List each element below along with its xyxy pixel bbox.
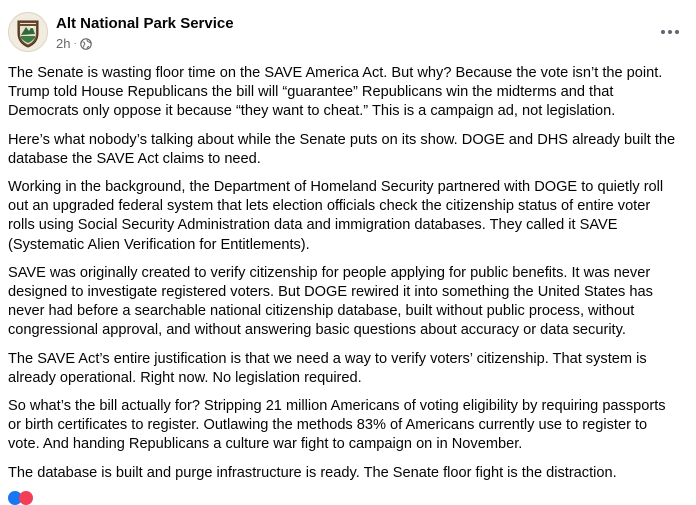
post-paragraph: So what’s the bill actually for? Stripping 21 million Americans of voting eligibility by requiring passports or birth certificates to register. Outlawing the methods 83% of Americans currently use to register to vote. And handing Republicans a culture war fight to campaign on in November. — [8, 398, 666, 453]
ellipsis-dot — [661, 30, 665, 34]
post-header — [8, 12, 696, 56]
post-paragraph: SAVE was originally created to verify citizenship for people applying for public benefits. It was never designed to investigate registered voters. But DOGE rewired it into something the United States has never had before a searchable national citizenship database, built without public process, without congressional approval, and without answering basic questions about accuracy or data security. — [8, 264, 653, 339]
post-paragraph: Working in the background, the Department of Homeland Security partnered with DOGE to quietly roll out an upgraded federal system that lets election officials check the citizenship status of entire voter rolls using Social Security Administration data and immigration databases. They called it SAVE (Systematic Alien Verification for Entitlements). — [8, 179, 664, 253]
more-options-button[interactable] — [656, 22, 684, 42]
ellipsis-dot — [668, 30, 672, 34]
post-meta — [56, 36, 92, 51]
love-reaction-icon — [19, 491, 33, 505]
page-avatar[interactable] — [8, 12, 48, 52]
globe-icon[interactable] — [80, 38, 92, 50]
ellipsis-dot — [675, 30, 679, 34]
page-name[interactable]: Alt National Park Service — [56, 15, 234, 32]
post-body — [8, 64, 680, 492]
reaction-icons[interactable] — [8, 491, 48, 503]
post-paragraph: Here’s what nobody’s talking about while the Senate puts on its show. DOGE and DHS already built the database the SAVE Act claims to need. — [8, 131, 676, 167]
post-paragraph: The Senate is wasting floor time on the SAVE America Act. But why? Because the vote isn’t the point. Trump told House Republicans the bill will “guarantee” Republicans win the midterms and that Democrats only oppose it because “they want to cheat.” This is a campaign ad, not legislation. — [8, 65, 663, 120]
post-paragraph: The SAVE Act’s entire justification is that we need a way to verify voters’ citizenship. That system is already operational. Right now. No legislation required. — [8, 350, 647, 386]
meta-separator: · — [73, 38, 77, 49]
post-time[interactable]: 2h — [56, 36, 71, 51]
park-logo-icon — [9, 13, 47, 51]
post-paragraph: The database is built and purge infrastructure is ready. The Senate floor fight is the distraction. — [8, 464, 617, 481]
